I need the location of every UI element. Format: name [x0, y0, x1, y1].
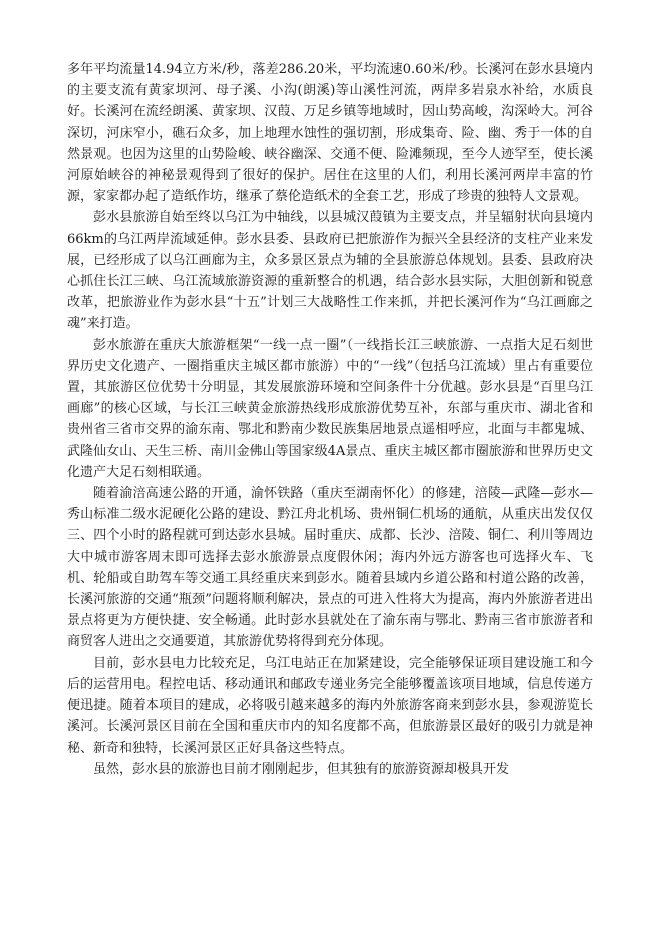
paragraph-tourism-axis: 彭水县旅游自始至终以乌江为中轴线，以县城汉葭镇为主要支点，并呈辐射状向县境内66km的乌江两岸流域延伸。彭水县委、县政府已把旅游作为振兴全县经济的支柱产业来发展，已经形成了以乌江画廊为主，众多景区景点为辅的全县旅游总体规划。县委、县政府决心抓住长江三峡、乌江流域旅游资源的重新整合的机遇，结合彭水县实际，大胆创新和锐意改革，把旅游业作为彭水县“十五”计划三大战略性工作来抓，并把长溪河作为“乌江画廊之魂”来打造。: [67, 210, 593, 332]
paragraph-transport: 随着渝涪高速公路的开通，渝怀铁路（重庆至湖南怀化）的修建，涪陵—武隆—彭水—秀山标准二级水泥硬化公路的建设、黔江舟北机场、贵州铜仁机场的通航，从重庆出发仅仅三、四个小时的路程就可到达彭水县城。届时重庆、成都、长沙、涪陵、铜仁、利川等周边大中城市游客周末即可选择去彭水旅游景点度假休闲；海内外远方游客也可选择火车、飞机、轮船或自助驾车等交通工具经重庆来到彭水。随着县域内乡道公路和村道公路的改善，长溪河旅游的交通“瓶颈”问题将顺利解决，景点的可进入性将大为提高，海内外旅游者进出景点将更为方便快捷、安全畅通。此时彭水县就处在了渝东南与鄂北、黔南三省市旅游者和商贸客人进出之交通要道，其旅游优势将得到充分体现。: [67, 486, 593, 650]
paragraph-development: 虽然，彭水县的旅游也目前才刚刚起步，但其独有的旅游资源却极具开发: [93, 761, 510, 777]
paragraph-river-overview: 多年平均流量14.94立方米/秒，落差286.20米，平均流速0.60米/秒。长溪河在彭水县境内的主要支流有黄家坝河、母子溪、小沟(朗溪)等山溪性河流，两岸多岩泉水补给，水质良好。长溪河在流经朗溪、黄家坝、汉葭、万足乡镇等地域时，因山势高峻，沟深岭大。河谷深切，河床窄小，礁石众多，加上地理水蚀性的强切割，形成集奇、险、幽、秀于一体的自然景观。也因为这里的山势险峻、峡谷幽深、交通不便、险滩频现，至今人迹罕至，使长溪河原始峡谷的神秘景观得到了很好的保护。居住在这里的人们，利用长溪河两岸丰富的竹源，家家都办起了造纸作坊，继承了蔡伦造纸术的全套工艺，形成了珍贵的独特人文景观。: [67, 62, 593, 205]
document-page: [67, 59, 593, 780]
paragraph-infrastructure: 目前，彭水县电力比较充足，乌江电站正在加紧建设，完全能够保证项目建设施工和今后的运营用电。程控电话、移动通讯和邮政专递业务完全能够覆盖该项目地域，信息传递方便迅捷。随着本项目的建成，必将吸引越来越多的海内外旅游客商来到彭水县，参观游览长溪河。长溪河景区目前在全国和重庆市内的知名度都不高，但旅游景区最好的吸引力就是神秘、新奇和独特，长溪河景区正好具备这些特点。: [67, 655, 593, 756]
paragraph-regional-position: 彭水旅游在重庆大旅游框架“一线一点一圈”（一线指长江三峡旅游、一点指大足石刻世界历史文化遗产、一圈指重庆主城区都市旅游）中的“一线”（包括乌江流域）里占有重要位置，其旅游区位优势十分明显，其发展旅游环境和空间条件十分优越。彭水县是“百里乌江画廊”的核心区域，与长江三峡黄金旅游热线形成旅游优势互补，东部与重庆市、湖北省和贵州省三省市交界的渝东南、鄂北和黔南少数民族集居地景点遥相呼应，北面与丰都鬼城、武隆仙女山、天生三桥、南川金佛山等国家级4A景点、重庆主城区都市圈旅游和世界历史文化遗产大足石刻相联通。: [67, 337, 593, 480]
